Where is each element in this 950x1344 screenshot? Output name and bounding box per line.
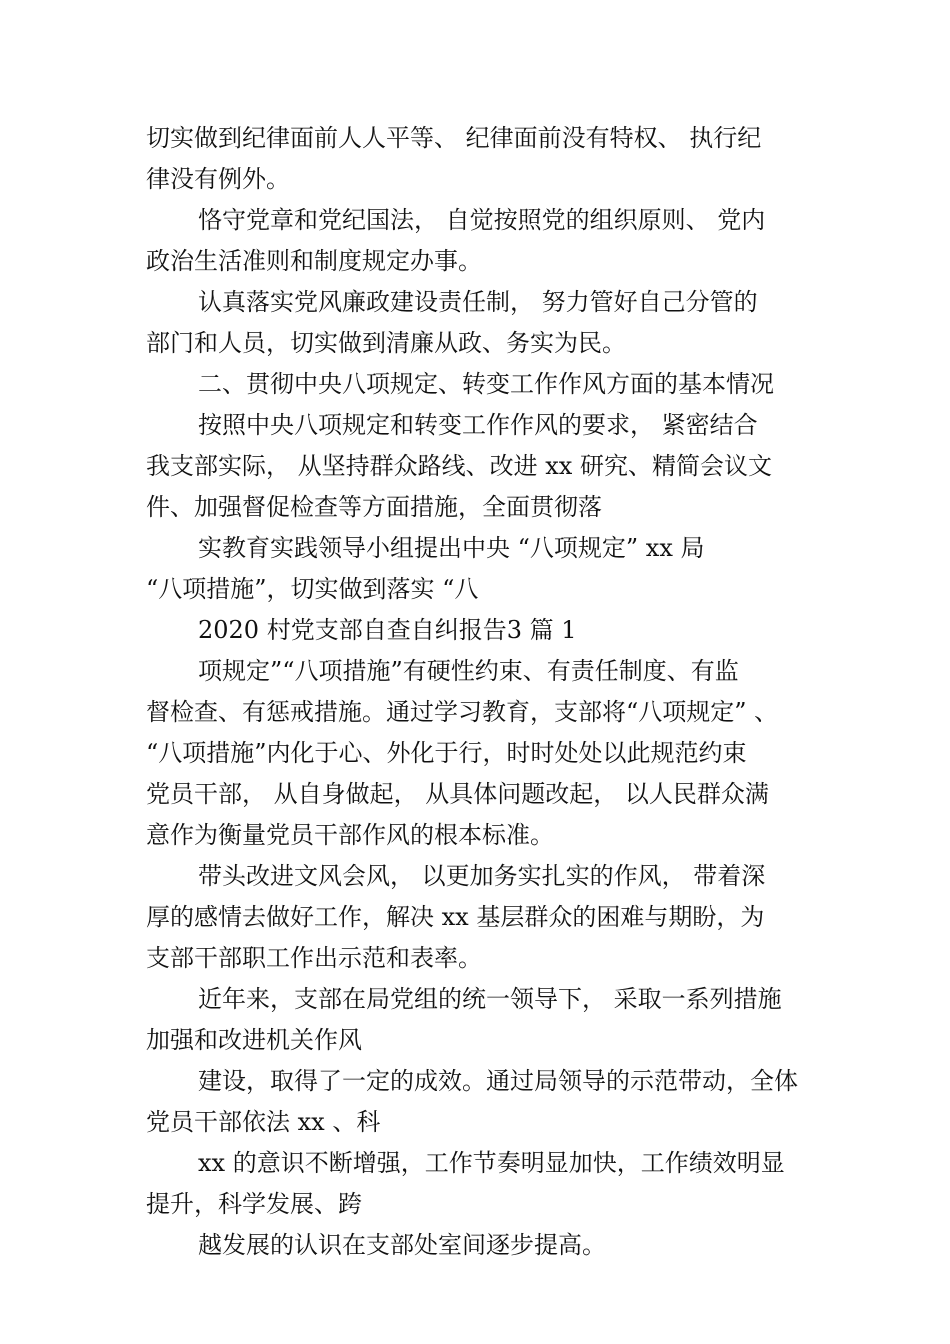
paragraph-line: 实教育实践领导小组提出中央 “八项规定” xx 局 <box>198 534 705 562</box>
paragraph-line: 支部干部职工作出示范和表率。 <box>146 944 482 972</box>
paragraph-11 <box>146 1061 806 1143</box>
paragraph-line: xx 的意识不断增强，工作节奏明显加快，工作绩效明显 <box>198 1149 785 1177</box>
paragraph-3 <box>146 282 806 364</box>
paragraph-line: “八项措施”内化于心、外化于行，时时处处以此规范约束 <box>146 739 747 767</box>
paragraph-line: “八项措施”，切实做到落实 “八 <box>146 575 479 603</box>
paragraph-line: 恪守党章和党纪国法， 自觉按照党的组织原则、 党内 <box>198 206 766 234</box>
paragraph-line: 越发展的认识在支部处室间逐步提高。 <box>198 1231 606 1259</box>
paragraph-line: 项规定”“八项措施”有硬性约束、有责任制度、有监 <box>198 657 739 685</box>
paragraph-line: 件、加强督促检查等方面措施，全面贯彻落 <box>146 493 602 521</box>
section-heading <box>146 364 806 405</box>
paragraph-6 <box>146 528 806 610</box>
paragraph-line: 政治生活准则和制度规定办事。 <box>146 247 482 275</box>
paragraph-line: 党员干部依法 xx 、科 <box>146 1108 381 1136</box>
document-title-text: 2020 村党支部自查自纠报告3 篇 1 <box>198 616 577 644</box>
paragraph-1 <box>146 118 806 200</box>
paragraph-line: 党员干部， 从自身做起， 从具体问题改起， 以人民群众满 <box>146 780 769 808</box>
paragraph-line: 提升，科学发展、跨 <box>146 1190 362 1218</box>
document-body <box>146 118 806 1266</box>
document-title-line <box>146 610 806 651</box>
paragraph-2 <box>146 200 806 282</box>
paragraph-10 <box>146 979 806 1061</box>
paragraph-line: 加强和改进机关作风 <box>146 1026 362 1054</box>
paragraph-line: 意作为衡量党员干部作风的根本标准。 <box>146 821 554 849</box>
section-heading-text: 二、贯彻中央八项规定、转变工作作风方面的基本情况 <box>198 370 774 398</box>
paragraph-line: 督检查、有惩戒措施。通过学习教育，支部将“八项规定” 、 <box>146 698 779 726</box>
paragraph-line: 带头改进文风会风， 以更加务实扎实的作风， 带着深 <box>198 862 766 890</box>
paragraph-line: 按照中央八项规定和转变工作作风的要求， 紧密结合 <box>198 411 758 439</box>
paragraph-line: 认真落实党风廉政建设责任制， 努力管好自己分管的 <box>198 288 758 316</box>
paragraph-line: 部门和人员，切实做到清廉从政、务实为民。 <box>146 329 626 357</box>
paragraph-line: 切实做到纪律面前人人平等、 纪律面前没有特权、 执行纪 <box>146 124 762 152</box>
paragraph-line: 厚的感情去做好工作，解决 xx 基层群众的困难与期盼，为 <box>146 903 765 931</box>
paragraph-5 <box>146 405 806 528</box>
paragraph-13 <box>146 1225 806 1266</box>
paragraph-line: 近年来，支部在局党组的统一领导下， 采取一系列措施 <box>198 985 782 1013</box>
paragraph-9 <box>146 856 806 979</box>
paragraph-line: 律没有例外。 <box>146 165 290 193</box>
paragraph-12 <box>146 1143 806 1225</box>
paragraph-8 <box>146 651 806 856</box>
paragraph-line: 建设，取得了一定的成效。通过局领导的示范带动，全体 <box>198 1067 798 1095</box>
paragraph-line: 我支部实际， 从坚持群众路线、改进 xx 研究、精简会议文 <box>146 452 772 480</box>
